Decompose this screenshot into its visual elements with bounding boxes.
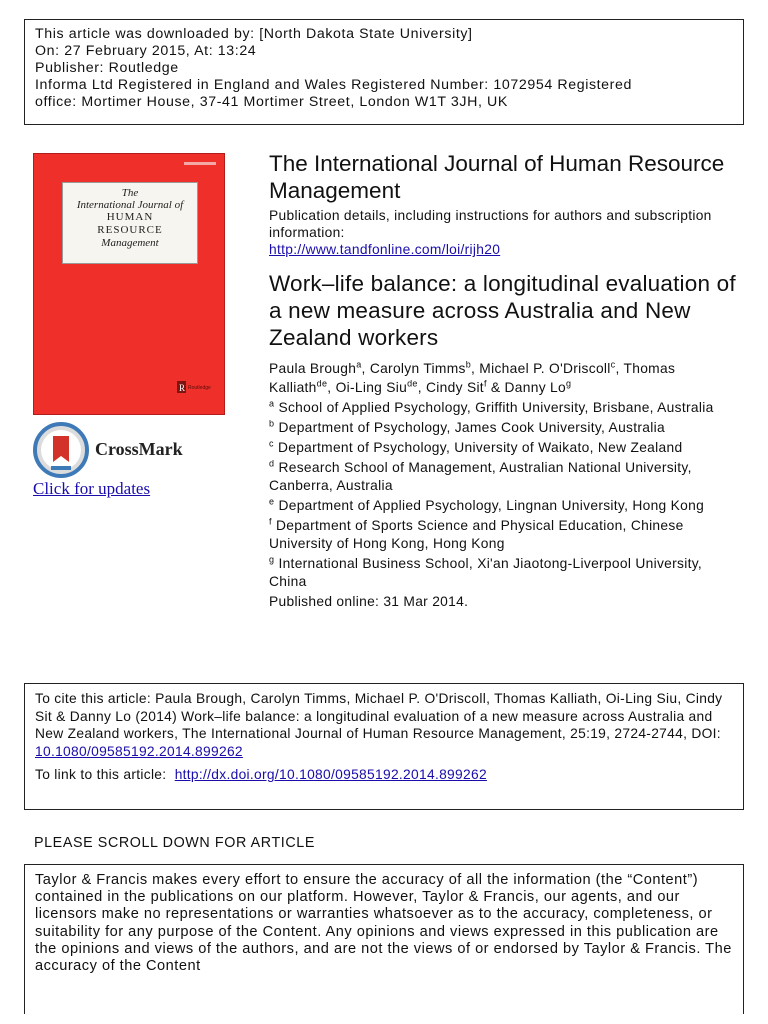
article-link-label: To link to this article: <box>35 767 175 782</box>
affiliation-item <box>269 399 739 417</box>
author-name: Oi-Ling Siu <box>335 379 408 395</box>
author-separator: , <box>361 361 370 376</box>
download-info-box <box>24 19 744 125</box>
scroll-down-notice: PLEASE SCROLL DOWN FOR ARTICLE <box>34 835 315 851</box>
cover-issue-strip <box>184 162 216 165</box>
download-line: Publisher: Routledge <box>35 60 179 76</box>
affiliation-marker: b <box>269 418 275 429</box>
affiliation-marker: f <box>269 516 272 527</box>
cover-title-line: RESOURCE <box>97 224 163 236</box>
affiliation-marker: e <box>269 496 275 507</box>
doi-link[interactable]: 10.1080/09585192.2014.899262 <box>35 743 243 759</box>
journal-url-link[interactable]: http://www.tandfonline.com/loi/rijh20 <box>269 242 501 257</box>
affiliation-text: Research School of Management, Australian National University, Canberra, Australia <box>269 460 692 493</box>
article-title: Work–life balance: a longitudinal evaluation of a new measure across Australia and New Zealand workers <box>269 271 736 350</box>
article-header <box>269 150 739 611</box>
author-affiliation-marker: g <box>566 377 572 388</box>
affiliation-text: International Business School, Xi'an Jiaotong-Liverpool University, China <box>269 556 703 589</box>
download-line: On: 27 February 2015, At: 13:24 <box>35 43 257 59</box>
affiliation-item <box>269 555 739 591</box>
author-separator: , <box>417 379 427 395</box>
svg-text:R: R <box>179 383 186 393</box>
citation-body: To cite this article: Paula Brough, Carolyn Timms, Michael P. O'Driscoll, Thomas Kalliath, Oi-Ling Siu, Cindy Sit & Danny Lo (2014) Work–life balance: a longitudinal evaluation of a new measure across Australia and New Zealand workers, The International Journal of Human Resource Management, 25:19, 2724-2744, DOI: <box>35 691 723 741</box>
affiliation-item <box>269 419 739 437</box>
download-line: office: Mortimer House, 37-41 Mortimer Street, London W1T 3JH, UK <box>35 94 508 110</box>
article-link-url[interactable]: http://dx.doi.org/10.1080/09585192.2014.899262 <box>174 767 487 782</box>
affiliation-text: School of Applied Psychology, Griffith University, Brisbane, Australia <box>278 400 714 415</box>
citation-box <box>24 683 744 810</box>
affiliation-item <box>269 459 739 495</box>
cover-title-line: The <box>121 187 139 199</box>
author-affiliation-marker: b <box>465 359 472 370</box>
routledge-logo-icon <box>177 381 215 393</box>
affiliation-item <box>269 497 739 515</box>
cover-title-line: HUMAN <box>106 211 154 223</box>
author-name: Cindy Sit <box>426 379 484 395</box>
disclaimer-box <box>24 864 744 1014</box>
author-affiliation-marker: f <box>483 377 487 388</box>
citation-text <box>35 690 733 760</box>
svg-text:Routledge: Routledge <box>188 385 211 391</box>
affiliation-text: Department of Applied Psychology, Lingnan University, Hong Kong <box>278 498 705 513</box>
affiliation-list <box>269 399 739 591</box>
author-list <box>269 360 739 397</box>
author-separator: , <box>327 379 336 395</box>
affiliation-text: Department of Psychology, James Cook University, Australia <box>278 420 665 435</box>
affiliation-item <box>269 439 739 457</box>
click-for-updates-link[interactable]: Click for updates <box>33 479 151 498</box>
affiliation-marker: c <box>269 438 274 449</box>
publication-details-text: Publication details, including instructions for authors and subscription information: <box>269 208 712 240</box>
crossmark-label: CrossMark <box>95 439 183 459</box>
author-affiliation-marker: a <box>356 359 362 370</box>
cover-title-band <box>62 182 198 264</box>
author-separator: , <box>471 361 480 376</box>
author-affiliation-marker: c <box>610 359 616 370</box>
journal-title: The International Journal of Human Resource Management <box>269 151 725 203</box>
author-name: Danny Lo <box>504 379 567 395</box>
author-separator: , <box>615 361 624 376</box>
author-affiliation-marker: de <box>407 377 418 388</box>
cover-title-line: Management <box>101 237 159 249</box>
disclaimer-text: Taylor & Francis makes every effort to ensure the accuracy of all the information (the “Content”) contained in the publications on our platform. However, Taylor & Francis, our agents, and our licensors make no representations or warranties whatsoever as to the accuracy, completeness, or suitability for any purpose of the Content. Any opinions and views expressed in this publication are the opinions and views of the authors, and are not the views of or endorsed by Taylor & Francis. The accuracy of the Content <box>35 872 732 975</box>
affiliation-marker: d <box>269 458 275 469</box>
download-line: Informa Ltd Registered in England and Wales Registered Number: 1072954 Registered <box>35 77 632 93</box>
publication-details <box>269 207 739 258</box>
affiliation-marker: a <box>269 398 275 409</box>
download-line: This article was downloaded by: [North Dakota State University] <box>35 26 473 42</box>
affiliation-text: Department of Psychology, University of Waikato, New Zealand <box>277 440 683 455</box>
affiliation-marker: g <box>269 554 275 565</box>
cover-title-line: International Journal of <box>76 199 184 211</box>
crossmark-icon <box>33 422 89 478</box>
journal-cover-image <box>33 153 225 415</box>
author-name: Michael P. O'Driscoll <box>479 361 611 376</box>
author-separator: & <box>486 379 505 395</box>
crossmark-badge[interactable] <box>33 420 233 480</box>
author-name: Thomas Kalliath <box>269 361 676 395</box>
author-affiliation-marker: de <box>316 377 328 388</box>
published-date: Published online: 31 Mar 2014. <box>269 594 469 609</box>
author-name: Carolyn Timms <box>369 361 466 376</box>
affiliation-text: Department of Sports Science and Physical Education, Chinese University of Hong Kong, Hong Kong <box>269 518 684 551</box>
article-link-line <box>35 766 733 784</box>
affiliation-item <box>269 517 739 553</box>
author-name: Paula Brough <box>269 361 357 376</box>
